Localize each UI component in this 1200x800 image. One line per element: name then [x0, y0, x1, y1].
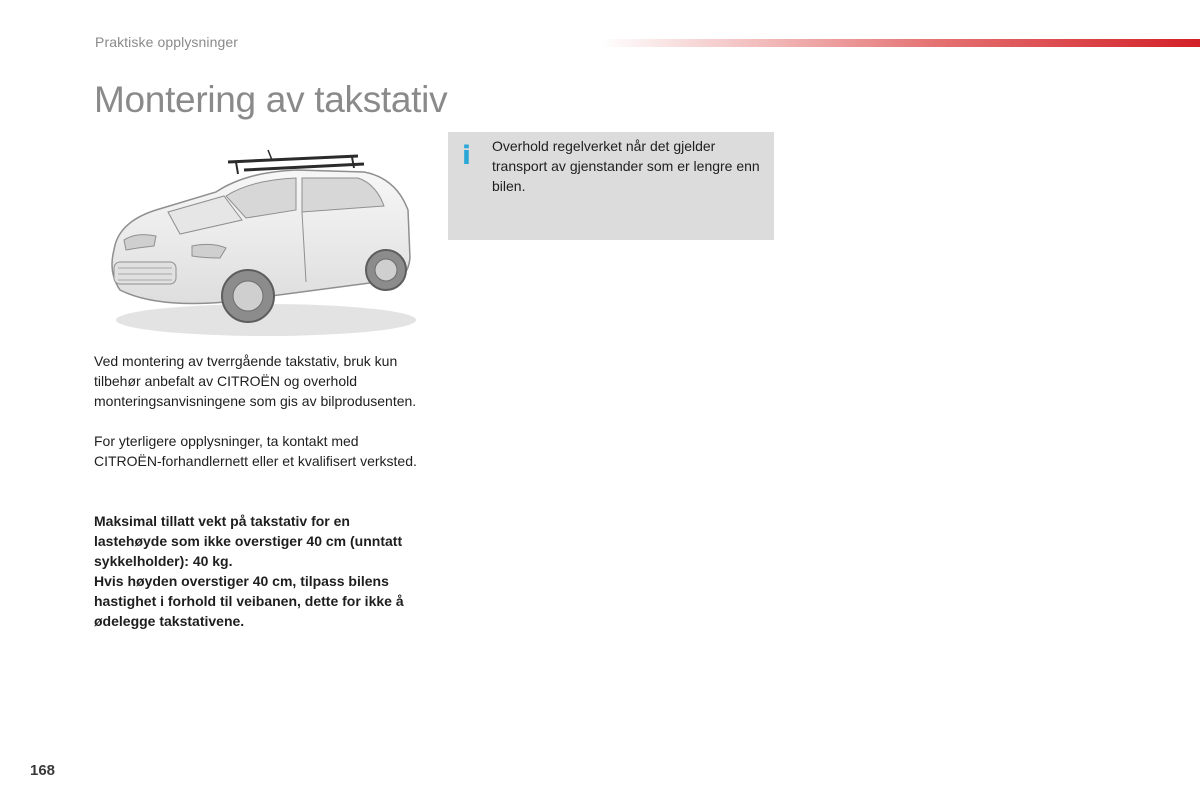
section-header: Praktiske opplysninger	[95, 34, 239, 50]
body-paragraph: For yterligere opplysninger, ta kontakt med CITROËN-forhandlernett eller et kvalifisert verksted.	[94, 433, 417, 469]
info-text: Overhold regelverket når det gjelder transport av gjenstander som er lengre enn bilen.	[492, 138, 760, 194]
warning-text: Maksimal tillatt vekt på takstativ for en lastehøyde som ikke overstiger 40 cm (unntatt sykkelholder): 40 kg.	[94, 513, 403, 569]
info-box	[448, 132, 774, 240]
car-with-roof-bars-icon	[96, 140, 416, 340]
weight-warning	[94, 511, 424, 631]
warning-text: Hvis høyden overstiger 40 cm, tilpass bilens hastighet i forhold til veibanen, dette for ikke å ødelegge takstativene.	[94, 573, 404, 629]
body-paragraph: Ved montering av tverrgående takstativ, bruk kun tilbehør anbefalt av CITROËN og overhold monteringsanvisningene som gis av bilprodusenten.	[94, 353, 417, 409]
page-title: Montering av takstativ	[94, 79, 448, 120]
page-number: 168	[30, 762, 56, 779]
info-icon: i	[462, 141, 471, 171]
header-accent-bar	[600, 39, 1200, 47]
